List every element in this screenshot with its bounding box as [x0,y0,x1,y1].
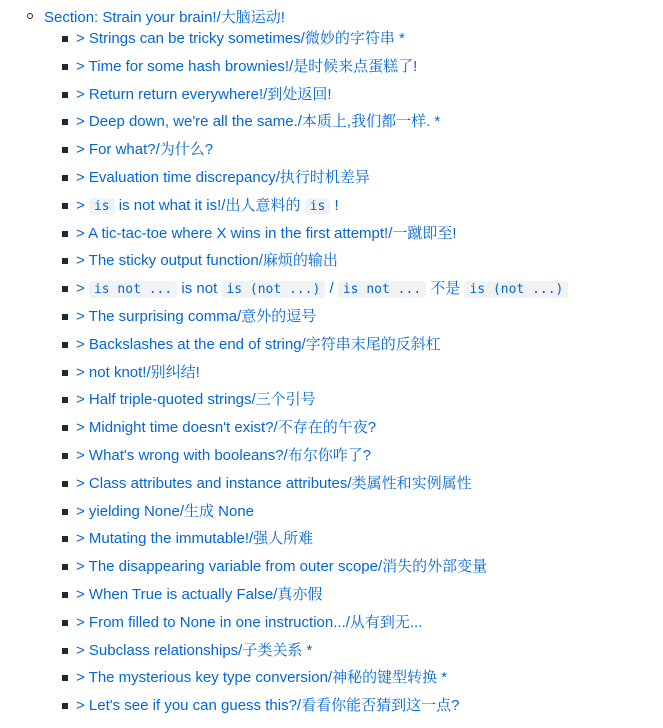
link-text: > [76,280,89,298]
link-text: > From filled to None in one instruction.../从有到无... [76,613,423,631]
item-link[interactable] [76,668,447,688]
square-bullet-icon [62,592,68,598]
link-text: > The surprising comma/意外的逗号 [76,308,317,325]
item-link[interactable] [76,696,459,716]
square-bullet-icon [62,258,68,264]
square-bullet-icon [62,620,68,626]
square-bullet-icon [62,536,68,542]
square-bullet-icon [62,119,68,125]
square-bullet-icon [62,175,68,181]
link-text: > What's wrong with booleans?/布尔你咋了? [76,447,372,464]
link-text: > Subclass relationships/子类关系 * [76,641,313,659]
item-link[interactable] [76,418,376,438]
link-text: > Deep down, we're all the same./本质上,我们都一样. * [76,113,441,131]
item-link[interactable] [76,613,422,633]
link-text: > A tic-tac-toe where X wins in the first attempt!/一蹴即至! [76,224,457,242]
square-bullet-icon [62,370,68,376]
item-link[interactable] [76,363,200,383]
link-text: > The mysterious key type conversion/神秘的键型转换 * [76,669,448,687]
link-text: is not what it is!/出人意料的 [114,196,305,214]
item-link[interactable] [76,279,568,300]
link-text: > Evaluation time discrepancy/执行时机差异 [76,169,370,186]
square-bullet-icon [62,675,68,681]
item-link[interactable] [76,529,313,549]
inline-code: is not ... [338,281,426,298]
square-bullet-icon [62,314,68,320]
link-text: > Time for some hash brownies!/是时候来点蛋糕了! [76,57,418,75]
item-link[interactable] [76,446,371,466]
square-bullet-icon [62,231,68,237]
inline-code: is not ... [89,281,177,298]
item-link[interactable] [76,474,472,494]
inline-code: is (not ...) [464,281,568,298]
link-text: > Mutating the immutable!/强人所难 [76,530,314,548]
section-link[interactable]: Section: Strain your brain!/大脑运动! [44,9,285,26]
link-text: > Class attributes and instance attributes/类属性和实例属性 [76,474,472,492]
item-link[interactable] [76,112,440,132]
item-link[interactable] [76,29,405,49]
link-text: / [325,280,338,298]
link-text: > Backslashes at the end of string/字符串末尾的反斜杠 [76,335,441,353]
square-bullet-icon [62,481,68,487]
link-text: > Midnight time doesn't exist?/不存在的午夜? [76,419,377,437]
square-bullet-icon [62,453,68,459]
inline-code: is [305,198,331,215]
link-text: > The sticky output function/麻烦的输出 [76,252,338,270]
link-text: is not [177,280,222,298]
link-text: > yielding None/生成 None [76,502,255,520]
link-text: > When True is actually False/真亦假 [76,586,323,603]
item-link[interactable] [76,57,417,77]
item-link[interactable] [76,307,316,327]
item-link[interactable] [76,502,254,522]
item-link[interactable] [76,85,332,105]
inline-code: is (not ...) [221,281,325,298]
inline-code: is [89,198,115,215]
link-text: > The disappearing variable from outer scope/消失的外部变量 [76,558,488,576]
square-bullet-icon [62,64,68,70]
item-link[interactable] [76,251,338,271]
link-text: > Return return everywhere!/到处返回! [76,85,332,103]
square-bullet-icon [62,648,68,654]
link-text: > Let's see if you can guess this?/看看你能否猜到这一点? [76,697,460,715]
square-bullet-icon [62,397,68,403]
item-link[interactable] [76,196,339,217]
square-bullet-icon [62,92,68,98]
link-text: ! [330,196,339,214]
square-bullet-icon [62,203,68,209]
square-bullet-icon [62,509,68,515]
square-bullet-icon [62,703,68,709]
item-link[interactable] [76,168,370,188]
link-text: > [76,196,89,214]
square-bullet-icon [62,342,68,348]
item-link[interactable] [76,390,316,410]
circle-bullet-icon [27,13,33,19]
item-link[interactable] [76,641,312,661]
item-link[interactable] [76,585,322,605]
item-link[interactable] [76,224,457,244]
square-bullet-icon [62,147,68,153]
link-text: > For what?/为什么? [76,141,214,159]
link-text: > Half triple-quoted strings/三个引号 [76,391,316,409]
square-bullet-icon [62,36,68,42]
item-link[interactable] [76,335,441,355]
link-text: > Strings can be tricky sometimes/微妙的字符串 * [76,30,405,47]
item-link[interactable] [76,557,487,577]
link-text: > not knot!/别纠结! [76,363,200,381]
square-bullet-icon [62,286,68,292]
square-bullet-icon [62,425,68,431]
square-bullet-icon [62,564,68,570]
item-link[interactable] [76,140,213,160]
link-text: 不是 [426,280,465,298]
